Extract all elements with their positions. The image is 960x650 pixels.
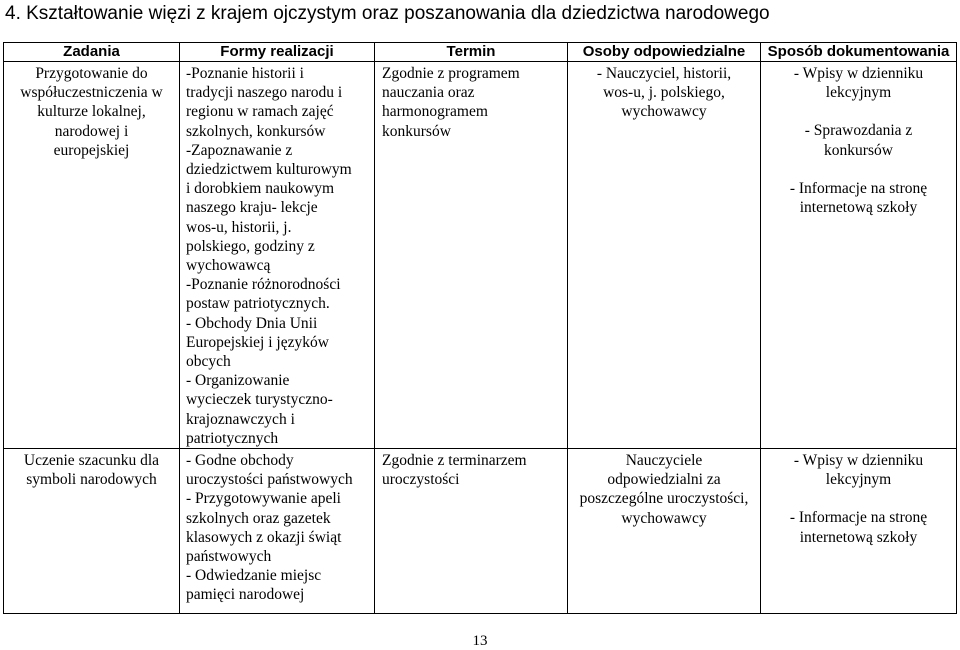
cell-line: postaw patriotycznych. bbox=[186, 295, 330, 313]
cell-line: konkursów bbox=[382, 122, 451, 140]
cell-line: dziedzictwem kulturowym bbox=[186, 161, 352, 179]
cell-line: poszczególne uroczystości, bbox=[579, 490, 749, 508]
cell-line: naszego kraju- lekcje bbox=[186, 199, 318, 217]
cell-line: Nauczyciele bbox=[625, 452, 703, 470]
cell-line: Zgodnie z programem bbox=[382, 65, 520, 82]
table-row bbox=[4, 62, 957, 449]
spacer bbox=[764, 160, 953, 179]
cell-line: polskiego, godziny z bbox=[186, 237, 315, 255]
forms-cell bbox=[180, 62, 375, 449]
cell-line: wycieczek turystyczno- bbox=[186, 391, 333, 409]
cell-line: -Poznanie historii i bbox=[186, 65, 304, 82]
term-cell bbox=[375, 449, 568, 614]
cell-line: - Odwiedzanie miejsc bbox=[186, 567, 322, 585]
plan-table bbox=[3, 42, 957, 614]
cell-line: szkolnych, konkursów bbox=[186, 122, 326, 140]
documentation-cell bbox=[761, 449, 957, 614]
cell-line: i dorobkiem naukowym bbox=[186, 180, 335, 198]
cell-line: uroczystości państwowych bbox=[186, 471, 353, 489]
cell-line: internetową szkoły bbox=[799, 199, 918, 217]
cell-line: regionu w ramach zajęć bbox=[186, 103, 334, 121]
cell-line: patriotycznych bbox=[186, 429, 279, 447]
spacer bbox=[764, 489, 953, 508]
cell-line: internetową szkoły bbox=[799, 528, 918, 546]
cell-line: narodowej i bbox=[54, 122, 129, 140]
table-header-row bbox=[4, 43, 957, 62]
cell-line: wos-u, historii, j. bbox=[186, 218, 292, 236]
page-number: 13 bbox=[472, 633, 488, 649]
cell-line: - Organizowanie bbox=[186, 372, 290, 390]
header-cell: Zadania bbox=[4, 43, 180, 62]
table-row bbox=[4, 449, 957, 614]
documentation-cell bbox=[761, 62, 957, 449]
cell-line: symboli narodowych bbox=[26, 471, 157, 489]
cell-line: wychowawcą bbox=[186, 257, 271, 275]
cell-line: - Nauczyciel, historii, bbox=[596, 65, 732, 82]
cell-line: - Przygotowywanie apeli bbox=[186, 490, 341, 508]
cell-line: europejskiej bbox=[53, 141, 130, 159]
cell-line: wychowawcy bbox=[621, 509, 707, 527]
cell-line: szkolnych oraz gazetek bbox=[186, 509, 331, 527]
persons-cell bbox=[568, 62, 761, 449]
cell-line: uroczystości bbox=[382, 471, 460, 489]
cell-line: krajoznawczych i bbox=[186, 410, 295, 428]
header-cell: Formy realizacji bbox=[180, 43, 375, 62]
cell-line: klasowych z okazji świąt bbox=[186, 528, 342, 546]
cell-line: kulturze lokalnej, bbox=[37, 103, 146, 121]
cell-line: - Sprawozdania z bbox=[804, 122, 913, 140]
cell-line: konkursów bbox=[824, 141, 893, 159]
section-heading: 4. Kształtowanie więzi z krajem ojczystym oraz poszanowania dla dziedzictwa narodowego bbox=[5, 3, 770, 24]
cell-line: - Wpisy w dzienniku bbox=[793, 452, 924, 470]
header-cell: Sposób dokumentowania bbox=[761, 43, 957, 62]
task-cell bbox=[4, 449, 180, 614]
cell-line: państwowych bbox=[186, 548, 272, 566]
cell-line: Europejskiej i języków bbox=[186, 333, 329, 351]
forms-cell bbox=[180, 449, 375, 614]
task-cell bbox=[4, 62, 180, 449]
spacer bbox=[764, 102, 953, 121]
cell-line: obcych bbox=[186, 353, 231, 371]
cell-line: wychowawcy bbox=[621, 103, 707, 121]
cell-line: lekcyjnym bbox=[825, 471, 892, 489]
cell-line: lekcyjnym bbox=[825, 84, 892, 102]
cell-line: harmonogramem bbox=[382, 103, 488, 121]
cell-line: odpowiedzialni za bbox=[607, 471, 721, 489]
cell-line: wos-u, j. polskiego, bbox=[603, 84, 725, 102]
persons-cell bbox=[568, 449, 761, 614]
header-cell: Termin bbox=[375, 43, 568, 62]
header-cell: Osoby odpowiedzialne bbox=[568, 43, 761, 62]
cell-line: - Informacje na stronę bbox=[789, 179, 928, 197]
cell-line: -Poznanie różnorodności bbox=[186, 276, 341, 294]
cell-line: współuczestniczenia w bbox=[20, 84, 163, 102]
cell-line: tradycji naszego narodu i bbox=[186, 84, 343, 102]
cell-line: - Wpisy w dzienniku bbox=[793, 65, 924, 82]
cell-line: nauczania oraz bbox=[382, 84, 475, 102]
cell-line: - Godne obchody bbox=[186, 452, 294, 470]
cell-line: - Informacje na stronę bbox=[789, 509, 928, 527]
cell-line: - Obchody Dnia Unii bbox=[186, 314, 318, 332]
cell-line: Uczenie szacunku dla bbox=[23, 452, 160, 470]
cell-line: pamięci narodowej bbox=[186, 586, 305, 604]
cell-line: -Zapoznawanie z bbox=[186, 141, 293, 159]
cell-line: Przygotowanie do bbox=[35, 65, 148, 82]
cell-line: Zgodnie z terminarzem bbox=[382, 452, 527, 470]
term-cell bbox=[375, 62, 568, 449]
